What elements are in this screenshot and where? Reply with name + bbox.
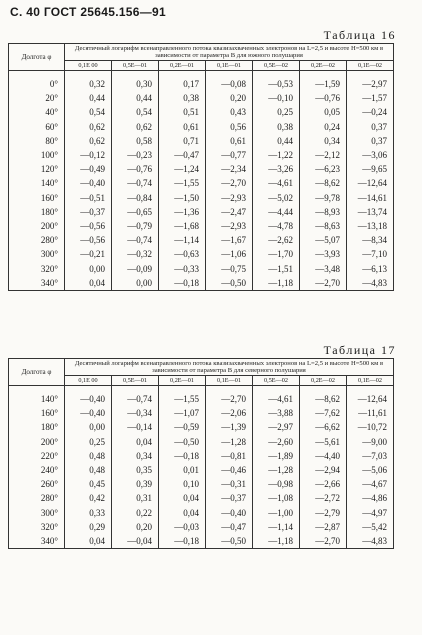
- value-cell: 0,56: [206, 120, 253, 134]
- longitude-cell: 320°: [9, 520, 65, 534]
- table-16-caption: Таблица 16: [323, 28, 396, 42]
- value-cell: 0,37: [347, 134, 394, 148]
- column-header-row: [9, 376, 394, 386]
- value-cell: —8,93: [300, 205, 347, 219]
- value-cell: —0,10: [253, 91, 300, 105]
- value-cell: —14,61: [347, 191, 394, 205]
- value-cell: 0,71: [159, 134, 206, 148]
- value-cell: —0,04: [112, 534, 159, 549]
- value-cell: —1,51: [253, 262, 300, 276]
- value-cell: 0,62: [65, 134, 112, 148]
- table-row: [9, 435, 394, 449]
- value-cell: —2,70: [206, 386, 253, 407]
- value-cell: —0,37: [65, 205, 112, 219]
- longitude-cell: 200°: [9, 219, 65, 233]
- column-header: 0,5E—01: [112, 61, 159, 71]
- value-cell: —0,50: [159, 435, 206, 449]
- longitude-cell: 80°: [9, 134, 65, 148]
- longitude-cell: 340°: [9, 276, 65, 291]
- value-cell: —0,32: [112, 247, 159, 261]
- longitude-cell: 180°: [9, 205, 65, 219]
- value-cell: —1,70: [253, 247, 300, 261]
- table-row: [9, 191, 394, 205]
- value-cell: —0,21: [65, 247, 112, 261]
- table-row: [9, 477, 394, 491]
- longitude-cell: 320°: [9, 262, 65, 276]
- value-cell: —1,06: [206, 247, 253, 261]
- value-cell: —1,89: [253, 449, 300, 463]
- value-cell: 0,00: [65, 420, 112, 434]
- value-cell: 0,54: [112, 105, 159, 119]
- column-header: 0,1E 00: [65, 376, 112, 386]
- value-cell: —1,07: [159, 406, 206, 420]
- value-cell: 0,44: [65, 91, 112, 105]
- table-row: [9, 134, 394, 148]
- value-cell: —1,24: [159, 162, 206, 176]
- value-cell: —3,06: [347, 148, 394, 162]
- value-cell: —5,06: [347, 463, 394, 477]
- value-cell: —0,77: [206, 148, 253, 162]
- value-cell: —0,79: [112, 219, 159, 233]
- value-cell: 0,01: [159, 463, 206, 477]
- value-cell: —0,18: [159, 449, 206, 463]
- value-cell: —3,26: [253, 162, 300, 176]
- value-cell: —0,74: [112, 386, 159, 407]
- value-cell: —4,83: [347, 276, 394, 291]
- value-cell: —0,31: [206, 477, 253, 491]
- value-cell: —1,28: [206, 435, 253, 449]
- value-cell: —0,50: [206, 276, 253, 291]
- column-header: 0,1E—01: [206, 376, 253, 386]
- value-cell: —4,61: [253, 176, 300, 190]
- value-cell: —4,61: [253, 386, 300, 407]
- value-cell: —2,34: [206, 162, 253, 176]
- value-cell: 0,20: [112, 520, 159, 534]
- value-cell: —0,56: [65, 219, 112, 233]
- value-cell: 0,45: [65, 477, 112, 491]
- value-cell: —4,78: [253, 219, 300, 233]
- longitude-cell: 160°: [9, 191, 65, 205]
- value-cell: —4,83: [347, 534, 394, 549]
- value-cell: —0,12: [65, 148, 112, 162]
- value-cell: —1,39: [206, 420, 253, 434]
- value-cell: 0,38: [253, 120, 300, 134]
- value-cell: 0,05: [300, 105, 347, 119]
- table-row: [9, 534, 394, 549]
- value-cell: 0,04: [159, 506, 206, 520]
- table-row: [9, 520, 394, 534]
- table-row: [9, 449, 394, 463]
- value-cell: —8,62: [300, 176, 347, 190]
- value-cell: 0,61: [159, 120, 206, 134]
- value-cell: —0,18: [159, 276, 206, 291]
- value-cell: —1,50: [159, 191, 206, 205]
- value-cell: 0,51: [159, 105, 206, 119]
- value-cell: —1,59: [300, 71, 347, 92]
- table-row: [9, 463, 394, 477]
- column-header: 0,2E—01: [159, 61, 206, 71]
- value-cell: —7,03: [347, 449, 394, 463]
- value-cell: —0,47: [206, 520, 253, 534]
- value-cell: 0,00: [65, 262, 112, 276]
- value-cell: 0,39: [112, 477, 159, 491]
- value-cell: —1,57: [347, 91, 394, 105]
- longitude-cell: 280°: [9, 233, 65, 247]
- value-cell: —0,74: [112, 233, 159, 247]
- value-cell: —0,08: [206, 71, 253, 92]
- value-cell: —2,93: [206, 219, 253, 233]
- value-cell: 0,48: [65, 463, 112, 477]
- value-cell: 0,04: [65, 534, 112, 549]
- value-cell: —1,68: [159, 219, 206, 233]
- value-cell: —0,49: [65, 162, 112, 176]
- value-cell: —0,81: [206, 449, 253, 463]
- value-cell: —2,66: [300, 477, 347, 491]
- value-cell: 0,04: [112, 435, 159, 449]
- value-cell: —4,86: [347, 491, 394, 505]
- value-cell: —0,75: [206, 262, 253, 276]
- table-row: [9, 71, 394, 92]
- longitude-cell: 260°: [9, 477, 65, 491]
- value-cell: 0,44: [253, 134, 300, 148]
- value-cell: —12,64: [347, 176, 394, 190]
- value-cell: —0,51: [65, 191, 112, 205]
- value-cell: —6,62: [300, 420, 347, 434]
- table-row: [9, 262, 394, 276]
- value-cell: —0,34: [112, 406, 159, 420]
- table-16: [8, 43, 394, 291]
- table-row: [9, 219, 394, 233]
- longitude-cell: 140°: [9, 386, 65, 407]
- value-cell: —0,56: [65, 233, 112, 247]
- column-header: 0,1E—01: [206, 61, 253, 71]
- value-cell: 0,30: [112, 71, 159, 92]
- value-cell: —0,40: [65, 406, 112, 420]
- value-cell: —8,62: [300, 386, 347, 407]
- value-cell: —10,72: [347, 420, 394, 434]
- value-cell: 0,48: [65, 449, 112, 463]
- value-cell: —0,53: [253, 71, 300, 92]
- value-cell: —9,65: [347, 162, 394, 176]
- value-cell: —0,40: [206, 506, 253, 520]
- value-cell: —0,50: [206, 534, 253, 549]
- value-cell: —9,00: [347, 435, 394, 449]
- value-cell: —1,22: [253, 148, 300, 162]
- value-cell: 0,29: [65, 520, 112, 534]
- longitude-cell: 40°: [9, 105, 65, 119]
- value-cell: —0,03: [159, 520, 206, 534]
- value-cell: —1,14: [159, 233, 206, 247]
- value-cell: —0,18: [159, 534, 206, 549]
- column-header: 0,2E—02: [300, 376, 347, 386]
- value-cell: 0,25: [253, 105, 300, 119]
- value-cell: —2,06: [206, 406, 253, 420]
- longitude-cell: 180°: [9, 420, 65, 434]
- longitude-cell: 220°: [9, 449, 65, 463]
- table-row: [9, 406, 394, 420]
- value-cell: —0,98: [253, 477, 300, 491]
- value-cell: —8,34: [347, 233, 394, 247]
- value-cell: —0,40: [65, 386, 112, 407]
- value-cell: 0,17: [159, 71, 206, 92]
- value-cell: —0,46: [206, 463, 253, 477]
- table-row: [9, 233, 394, 247]
- value-cell: —7,10: [347, 247, 394, 261]
- table-row: [9, 491, 394, 505]
- value-cell: 0,35: [112, 463, 159, 477]
- value-cell: 0,20: [206, 91, 253, 105]
- value-cell: —0,14: [112, 420, 159, 434]
- value-cell: —1,55: [159, 176, 206, 190]
- value-cell: —1,00: [253, 506, 300, 520]
- column-header: 0,1E 00: [65, 61, 112, 71]
- value-cell: —2,87: [300, 520, 347, 534]
- value-cell: —2,70: [206, 176, 253, 190]
- longitude-cell: 140°: [9, 176, 65, 190]
- longitude-cell: 300°: [9, 506, 65, 520]
- value-cell: —2,97: [347, 71, 394, 92]
- parameter-header: Десятичный логарифм всенаправленного потока квазизахваченных электронов на L=2,5 и высоте H=500 км в зависимости от параметра B для северного полушария: [65, 359, 394, 376]
- value-cell: —0,09: [112, 262, 159, 276]
- table-row: [9, 506, 394, 520]
- table-row: [9, 105, 394, 119]
- longitude-cell: 120°: [9, 162, 65, 176]
- value-cell: —0,76: [112, 162, 159, 176]
- value-cell: 0,42: [65, 491, 112, 505]
- value-cell: 0,58: [112, 134, 159, 148]
- value-cell: 0,22: [112, 506, 159, 520]
- value-cell: —0,63: [159, 247, 206, 261]
- value-cell: —3,88: [253, 406, 300, 420]
- value-cell: —3,93: [300, 247, 347, 261]
- value-cell: —2,97: [253, 420, 300, 434]
- value-cell: —1,18: [253, 534, 300, 549]
- value-cell: —0,23: [112, 148, 159, 162]
- value-cell: —2,60: [253, 435, 300, 449]
- table-row: [9, 120, 394, 134]
- longitude-cell: 0°: [9, 71, 65, 92]
- value-cell: —4,97: [347, 506, 394, 520]
- value-cell: 0,25: [65, 435, 112, 449]
- value-cell: 0,04: [65, 276, 112, 291]
- value-cell: —11,61: [347, 406, 394, 420]
- value-cell: —0,84: [112, 191, 159, 205]
- value-cell: —2,12: [300, 148, 347, 162]
- parameter-header: Десятичный логарифм всенаправленного потока квазизахваченных электронов на L=2,5 и высоте H=500 км в зависимости от параметра B для южного полушария: [65, 44, 394, 61]
- value-cell: —5,02: [253, 191, 300, 205]
- value-cell: 0,37: [347, 120, 394, 134]
- value-cell: —2,72: [300, 491, 347, 505]
- longitude-cell: 340°: [9, 534, 65, 549]
- table-row: [9, 205, 394, 219]
- column-header: 0,1E—02: [347, 61, 394, 71]
- value-cell: —12,64: [347, 386, 394, 407]
- value-cell: —1,67: [206, 233, 253, 247]
- column-header: 0,2E—01: [159, 376, 206, 386]
- value-cell: 0,43: [206, 105, 253, 119]
- value-cell: 0,04: [159, 491, 206, 505]
- value-cell: —4,40: [300, 449, 347, 463]
- table-17-caption: Таблица 17: [323, 343, 396, 357]
- value-cell: —1,55: [159, 386, 206, 407]
- value-cell: 0,34: [112, 449, 159, 463]
- value-cell: —1,36: [159, 205, 206, 219]
- table-row: [9, 386, 394, 407]
- value-cell: 0,54: [65, 105, 112, 119]
- value-cell: —5,07: [300, 233, 347, 247]
- longitude-cell: 60°: [9, 120, 65, 134]
- value-cell: —0,40: [65, 176, 112, 190]
- table-row: [9, 247, 394, 261]
- value-cell: —0,65: [112, 205, 159, 219]
- table-row: [9, 276, 394, 291]
- longitude-cell: 20°: [9, 91, 65, 105]
- value-cell: —1,08: [253, 491, 300, 505]
- longitude-cell: 240°: [9, 463, 65, 477]
- value-cell: —2,70: [300, 534, 347, 549]
- value-cell: —1,18: [253, 276, 300, 291]
- column-header: 0,5E—02: [253, 376, 300, 386]
- value-cell: —5,61: [300, 435, 347, 449]
- table-17: [8, 358, 394, 549]
- table-row: [9, 176, 394, 190]
- page-header: С. 40 ГОСТ 25645.156—91: [10, 5, 166, 19]
- longitude-cell: 300°: [9, 247, 65, 261]
- value-cell: —2,47: [206, 205, 253, 219]
- value-cell: —3,48: [300, 262, 347, 276]
- table-row: [9, 420, 394, 434]
- value-cell: 0,62: [112, 120, 159, 134]
- column-header: 0,2E—02: [300, 61, 347, 71]
- value-cell: —0,24: [347, 105, 394, 119]
- longitude-cell: 200°: [9, 435, 65, 449]
- value-cell: —4,67: [347, 477, 394, 491]
- value-cell: 0,24: [300, 120, 347, 134]
- value-cell: —4,44: [253, 205, 300, 219]
- value-cell: —2,70: [300, 276, 347, 291]
- table-row: [9, 91, 394, 105]
- value-cell: —1,28: [253, 463, 300, 477]
- longitude-cell: 160°: [9, 406, 65, 420]
- table-row: [9, 148, 394, 162]
- value-cell: —8,63: [300, 219, 347, 233]
- value-cell: —2,94: [300, 463, 347, 477]
- column-header: 0,1E—02: [347, 376, 394, 386]
- value-cell: 0,44: [112, 91, 159, 105]
- column-header-row: [9, 61, 394, 71]
- value-cell: 0,10: [159, 477, 206, 491]
- value-cell: 0,33: [65, 506, 112, 520]
- column-header: 0,5E—02: [253, 61, 300, 71]
- value-cell: —0,59: [159, 420, 206, 434]
- value-cell: —2,62: [253, 233, 300, 247]
- longitude-cell: 100°: [9, 148, 65, 162]
- column-header: 0,5E—01: [112, 376, 159, 386]
- value-cell: —13,18: [347, 219, 394, 233]
- value-cell: —1,14: [253, 520, 300, 534]
- value-cell: —13,74: [347, 205, 394, 219]
- value-cell: 0,62: [65, 120, 112, 134]
- value-cell: —9,78: [300, 191, 347, 205]
- value-cell: —0,74: [112, 176, 159, 190]
- value-cell: —5,42: [347, 520, 394, 534]
- value-cell: —7,62: [300, 406, 347, 420]
- value-cell: 0,31: [112, 491, 159, 505]
- value-cell: —2,93: [206, 191, 253, 205]
- value-cell: —6,23: [300, 162, 347, 176]
- value-cell: —0,76: [300, 91, 347, 105]
- value-cell: —0,37: [206, 491, 253, 505]
- value-cell: 0,61: [206, 134, 253, 148]
- value-cell: —0,47: [159, 148, 206, 162]
- value-cell: —0,33: [159, 262, 206, 276]
- table-row: [9, 162, 394, 176]
- longitude-header: Долгота φ: [9, 359, 65, 386]
- value-cell: —2,79: [300, 506, 347, 520]
- value-cell: —6,13: [347, 262, 394, 276]
- value-cell: 0,00: [112, 276, 159, 291]
- value-cell: 0,34: [300, 134, 347, 148]
- longitude-cell: 280°: [9, 491, 65, 505]
- value-cell: 0,32: [65, 71, 112, 92]
- value-cell: 0,38: [159, 91, 206, 105]
- longitude-header: Долгота φ: [9, 44, 65, 71]
